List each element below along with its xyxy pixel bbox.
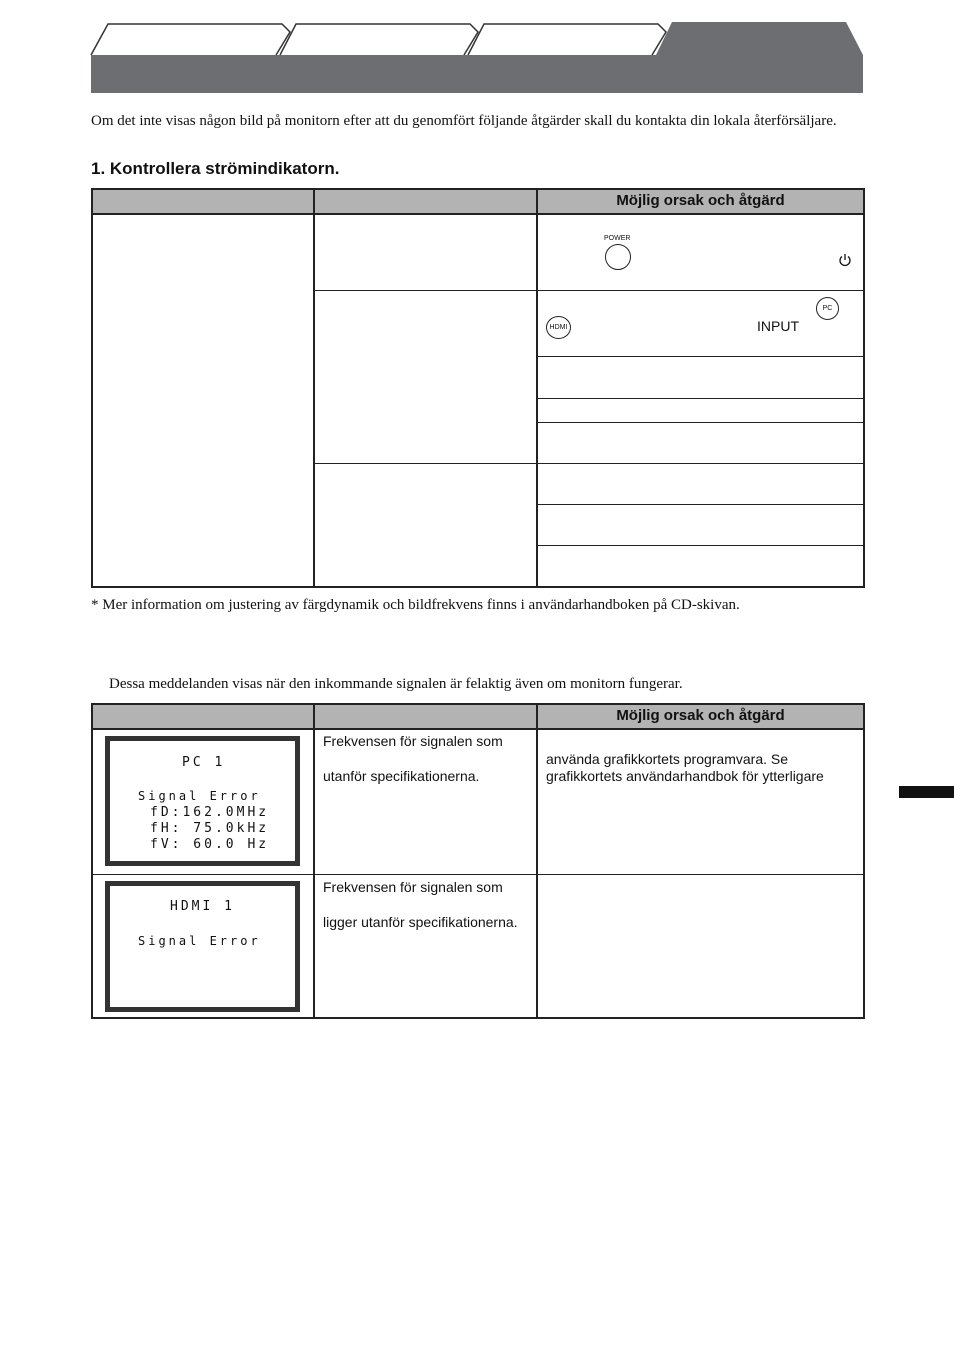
row1-problem-line1: Frekvensen för signalen som <box>323 733 503 749</box>
tab-4-active <box>656 22 863 55</box>
screen-line: fH: 75.0kHz <box>150 821 270 836</box>
power-symbol-icon <box>838 253 852 267</box>
tab-header-bar <box>91 55 863 93</box>
power-button-label: POWER <box>604 235 631 242</box>
row1-action-line2: grafikkortets användarhandbok för ytterligare <box>546 768 824 784</box>
section-heading: 1. Kontrollera strömindikatorn. <box>91 159 340 178</box>
row1-problem-line2: utanför specifikationerna. <box>323 768 480 784</box>
intro-text: Om det inte visas någon bild på monitorn efter att du genomfört följande åtgärder skall du kontakta din lokala återförsäljare. <box>91 113 837 129</box>
screen-title: PC 1 <box>182 755 226 770</box>
row2-problem-line1: Frekvensen för signalen som <box>323 879 503 895</box>
pc-button-icon: PC <box>816 297 839 320</box>
screen-line: Signal Error <box>138 934 261 948</box>
table2-header-cause: Möjlig orsak och åtgärd <box>616 707 785 724</box>
screen-title: HDMI 1 <box>170 899 235 914</box>
monitor-message-hdmi <box>105 881 300 1012</box>
monitor-message-pc <box>105 736 300 866</box>
row2-problem-line2: ligger utanför specifikationerna. <box>323 914 518 930</box>
power-button-icon <box>605 244 631 270</box>
hdmi-button-icon: HDMI <box>546 316 571 339</box>
row1-action-line1: använda grafikkortets programvara. Se <box>546 751 789 767</box>
screen-line: fD:162.0MHz <box>150 805 270 820</box>
footnote: * Mer information om justering av färgdynamik och bildfrekvens finns i användarhandboken på CD-skivan. <box>91 597 740 613</box>
input-button-label: INPUT <box>757 318 799 334</box>
screen-line: fV: 60.0 Hz <box>150 837 270 852</box>
tab-1 <box>91 24 290 55</box>
section2-intro: Dessa meddelanden visas när den inkommande signalen är felaktig även om monitorn fungerar. <box>109 676 683 692</box>
table1-header-cause: Möjlig orsak och åtgärd <box>616 192 785 209</box>
screen-line: Signal Error <box>138 789 261 803</box>
tab-3 <box>468 24 666 55</box>
side-marker <box>899 786 954 798</box>
tab-2 <box>280 24 478 55</box>
